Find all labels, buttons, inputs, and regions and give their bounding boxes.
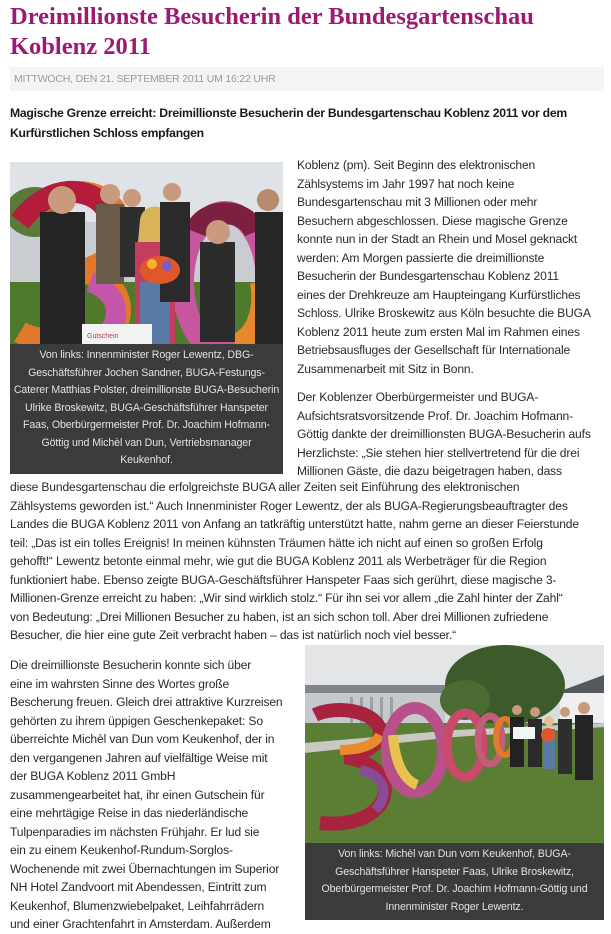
text-line: Wochenende mit zwei Übernachtungen im Superior — [10, 861, 280, 876]
figure-2-caption — [305, 843, 604, 920]
caption-line: Von links: Michèl van Dun vom Keukenhof, BUGA- — [338, 848, 571, 860]
figure-1-caption — [10, 344, 283, 474]
text-line: den vergangenen Jahren auf vielfältige Weise mit — [10, 750, 268, 765]
caption-line: Ulrike Broskewitz, BUGA-Geschäftsführer Hanspeter — [25, 401, 268, 414]
text-line: Besucher, die hier eine gute Zeit verbracht haben – das ist natürlich noch viel besser.“ — [10, 628, 456, 642]
text-line: Der Koblenzer Oberbürgermeister und BUGA- — [297, 390, 539, 404]
caption-line: Geschäftsführer Hanspeter Faas, Ulrike Broskewitz, — [335, 865, 574, 878]
text-line: Schloss. Ulrike Broskewitz aus Köln besuchte die BUGA — [297, 306, 591, 320]
paragraph-2-start — [297, 388, 609, 481]
text-line: Zusammenarbeit mit Sitz in Bonn. — [297, 361, 474, 376]
figure-2 — [305, 645, 604, 920]
text-line: funktioniert habe. Ebenso zeigte BUGA-Geschäftsführer Hanspeter Faas sich gerührt, diese magische 3- — [10, 572, 557, 587]
text-line: eine im wahrsten Sinne des Wortes große — [10, 676, 230, 691]
text-line: teil: „Das ist ein tolles Ereignis! In meinen kühnsten Träumen hätte ich nicht auf einen so großen Erfolg — [10, 535, 543, 550]
text-line: ein zu einem Keukenhof-Rundum-Sorglos- — [10, 843, 233, 857]
article-dateline: MITTWOCH, DEN 21. SEPTEMBER 2011 UM 16:22 UHR — [10, 67, 604, 91]
text-line: der BUGA Koblenz 2011 GmbH — [10, 769, 176, 783]
caption-line: Faas, Oberbürgermeister Prof. Dr. Joachim Hofmann- — [23, 419, 270, 431]
article-lead: Magische Grenze erreicht: Dreimillionste Besucherin der Bundesgartenschau Koblenz 2011 vor dem Kurfürstlichen Schloss empfangen — [10, 106, 567, 140]
text-line: eines der Drehkreuze am Haupteingang Kurfürstliches — [297, 287, 581, 302]
text-line: diese Bundesgartenschau die erfolgreichste BUGA aller Zeiten seit Einführung des elektronischen — [10, 480, 520, 494]
text-line: Millionen-Grenze erreicht zu haben: „Wir sind wirklich stolz.“ Für ihn sei vor allem „die Zahl hinter der Zahl“ — [10, 591, 563, 605]
caption-line: Göttig und Michèl van Dun, Vertriebsmanager — [41, 436, 252, 449]
text-line: Koblenz 2011 heute zum ersten Mal im Rahmen eines — [297, 324, 580, 339]
text-line: Tulpenparadies im nächsten Frühjahr. Er lud sie — [10, 824, 260, 839]
caption-line: Von links: Innenminister Roger Lewentz, DBG- — [39, 349, 254, 361]
text-line: Landes die BUGA Koblenz 2011 von Anfang an tatkräftig unterstützt hatte, nahm gerne an dieser Feierstunde — [10, 517, 579, 531]
text-line: von Bedeutung: „Drei Millionen Besucher zu haben, ist an sich schon toll. Aber drei Millionen zufriedene — [10, 609, 549, 624]
text-line: gehofft!“ Lewentz betonte einmal mehr, wie gut die BUGA Koblenz 2011 als Werbeträger für die Region — [10, 554, 547, 568]
caption-line: Keukenhof. — [120, 454, 173, 466]
text-line: Die dreimillionste Besucherin konnte sich über — [10, 658, 252, 672]
photo-visitor-with-officials — [10, 162, 283, 344]
text-line: eine mehrtägige Reise in das niederländische — [10, 806, 249, 820]
text-line: werden: Am Morgen passierte die dreimillionste — [297, 250, 545, 265]
voucher-label: Gutschein — [87, 333, 119, 340]
caption-line: Innenminister Roger Lewentz. — [385, 900, 524, 913]
caption-line: Caterer Matthias Polster, dreimillionste BUGA-Besucherin — [13, 384, 280, 396]
text-line: überreichte Michèl van Dun vom Keukenhof, der in — [10, 732, 275, 746]
text-line: Zählsystems geworden ist.“ Auch Innenminister Roger Lewentz, der als BUGA-Regierungsbeauftragter des — [10, 498, 568, 513]
text-line: Göttig dankte der dreimillionsten BUGA-Besucherin aufs — [297, 427, 591, 441]
text-line: Koblenz (pm). Seit Beginn des elektronischen — [297, 158, 536, 172]
text-line: Besucherin der Bundesgartenschau Koblenz 2011 — [297, 269, 559, 283]
text-line: Zählsystems im Jahr 1997 hat noch keine — [297, 176, 515, 191]
paragraph-2-continued — [10, 478, 610, 645]
text-line: Herzlichste: „Sie stehen hier stellvertretend für die drei — [297, 445, 580, 460]
caption-line: Oberbürgermeister Prof. Dr. Joachim Hofmann-Göttig und — [321, 883, 588, 895]
text-line: gehörten zu ihrem üppigen Geschenkepaket: So — [10, 713, 263, 728]
figure-1 — [10, 162, 283, 474]
article-title: Dreimillionste Besucherin der Bundesgartenschau Koblenz 2011 — [10, 3, 534, 60]
caption-line: Geschäftsführer Jochen Sandner, BUGA-Festungs- — [28, 366, 265, 379]
text-line: Aufsichtsratsvorsitzende Prof. Dr. Joachim Hofmann- — [297, 408, 573, 423]
paragraph-1 — [297, 156, 609, 378]
photo-flower-3000000-sculpture — [305, 645, 604, 843]
text-line: zusammengearbeitet hat, ihr einen Gutschein für — [10, 787, 265, 802]
text-line: Bescherung freuen. Gleich drei attraktive Kurzreisen — [10, 695, 283, 709]
text-line: Bundesgartenschau mit 3 Millionen oder mehr — [297, 195, 538, 209]
text-line: Millionen Gäste, die dazu beigetragen haben, dass — [297, 464, 562, 478]
text-line: konnte nun in der Stadt an Rhein und Mosel geknackt — [297, 232, 578, 246]
text-line: NH Hotel Zandvoort mit Abendessen, Eintritt zum — [10, 880, 267, 894]
text-line: Betriebsausfluges der Gesellschaft für Internationale — [297, 343, 571, 357]
text-line: und einer Grachtenfahrt in Amsterdam. Außerdem — [10, 917, 271, 931]
paragraph-3 — [10, 656, 302, 934]
text-line: Besuchern abgeschlossen. Diese magische Grenze — [297, 213, 568, 228]
text-line: Keukenhof, Blumenzwiebelpaket, Leihfahrrädern — [10, 898, 265, 913]
